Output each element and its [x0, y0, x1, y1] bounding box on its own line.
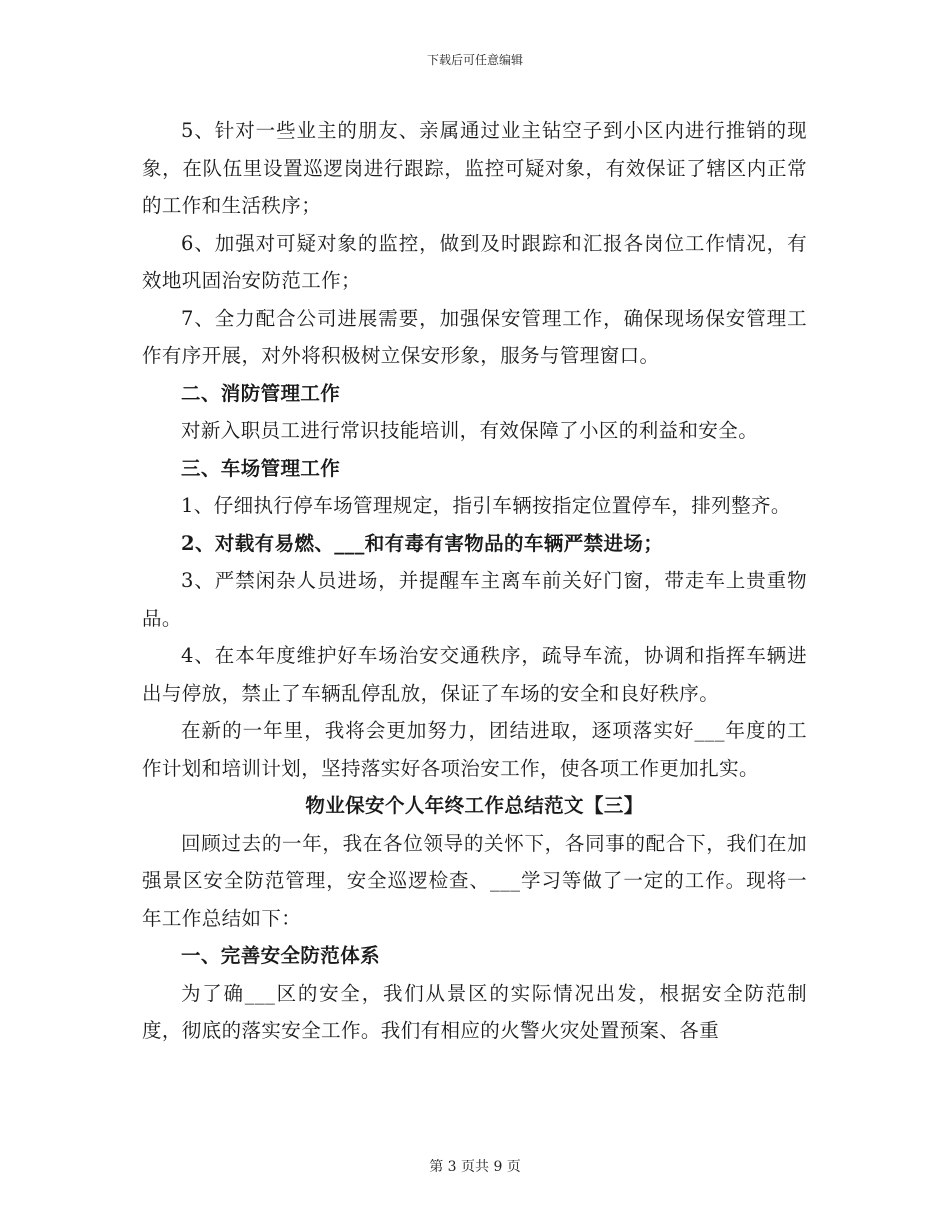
paragraph-new-year-plan: 在新的一年里，我将会更加努力，团结进取，逐项落实好___年度的工作计划和培训计划，坚持落实好各项治安工作，使各项工作更加扎实。: [142, 719, 807, 780]
paragraph-fire-training: 对新入职员工进行常识技能培训，有效保障了小区的利益和安全。: [181, 419, 759, 442]
page-header: 下载后可任意编辑: [426, 53, 523, 67]
paragraph-security-detail: 为了确___区的安全，我们从景区的实际情况出发，根据安全防范制度，彻底的落实安全工作。我们有相应的火警火灾处置预案、各重: [142, 981, 807, 1042]
paragraph-parking-1: 1、仔细执行停车场管理规定，指引车辆按指定位置停车，排列整齐。: [181, 494, 791, 517]
document-body: [142, 112, 807, 1050]
section-heading-security-system: 一、完善安全防范体系: [181, 944, 381, 967]
page-number: 第 3 页共 9 页: [429, 1159, 521, 1175]
paragraph-item-5: 5、针对一些业主的朋友、亲属通过业主钻空子到小区内进行推销的现象，在队伍里设置巡逻岗进行跟踪，监控可疑对象，有效保证了辖区内正常的工作和生活秩序；: [142, 119, 807, 217]
paragraph-review: 回顾过去的一年，我在各位领导的关怀下，各同事的配合下，我们在加强景区安全防范管理，安全巡逻检查、___学习等做了一定的工作。现将一年工作总结如下：: [142, 831, 807, 930]
paragraph-parking-3: 3、严禁闲杂人员进场，并提醒车主离车前关好门窗，带走车上贵重物品。: [142, 569, 807, 630]
paragraph-item-7: 7、全力配合公司进展需要，加强保安管理工作，确保现场保安管理工作有序开展，对外将积极树立保安形象，服务与管理窗口。: [142, 306, 807, 367]
section-heading-fire-management: 二、消防管理工作: [181, 381, 341, 405]
section-title-summary-three: 物业保安个人年终工作总结范文【三】: [305, 794, 644, 817]
paragraph-parking-4: 4、在本年度维护好车场治安交通秩序，疏导车流，协调和指挥车辆进出与停放，禁止了车辆乱停乱放，保证了车场的安全和良好秩序。: [142, 644, 807, 705]
paragraph-parking-2: 2、对载有易燃、___和有毒有害物品的车辆严禁进场；: [181, 531, 664, 555]
paragraph-item-6: 6、加强对可疑对象的监控，做到及时跟踪和汇报各岗位工作情况，有效地巩固治安防范工作；: [142, 231, 807, 292]
section-heading-parking-management: 三、车场管理工作: [181, 456, 341, 480]
